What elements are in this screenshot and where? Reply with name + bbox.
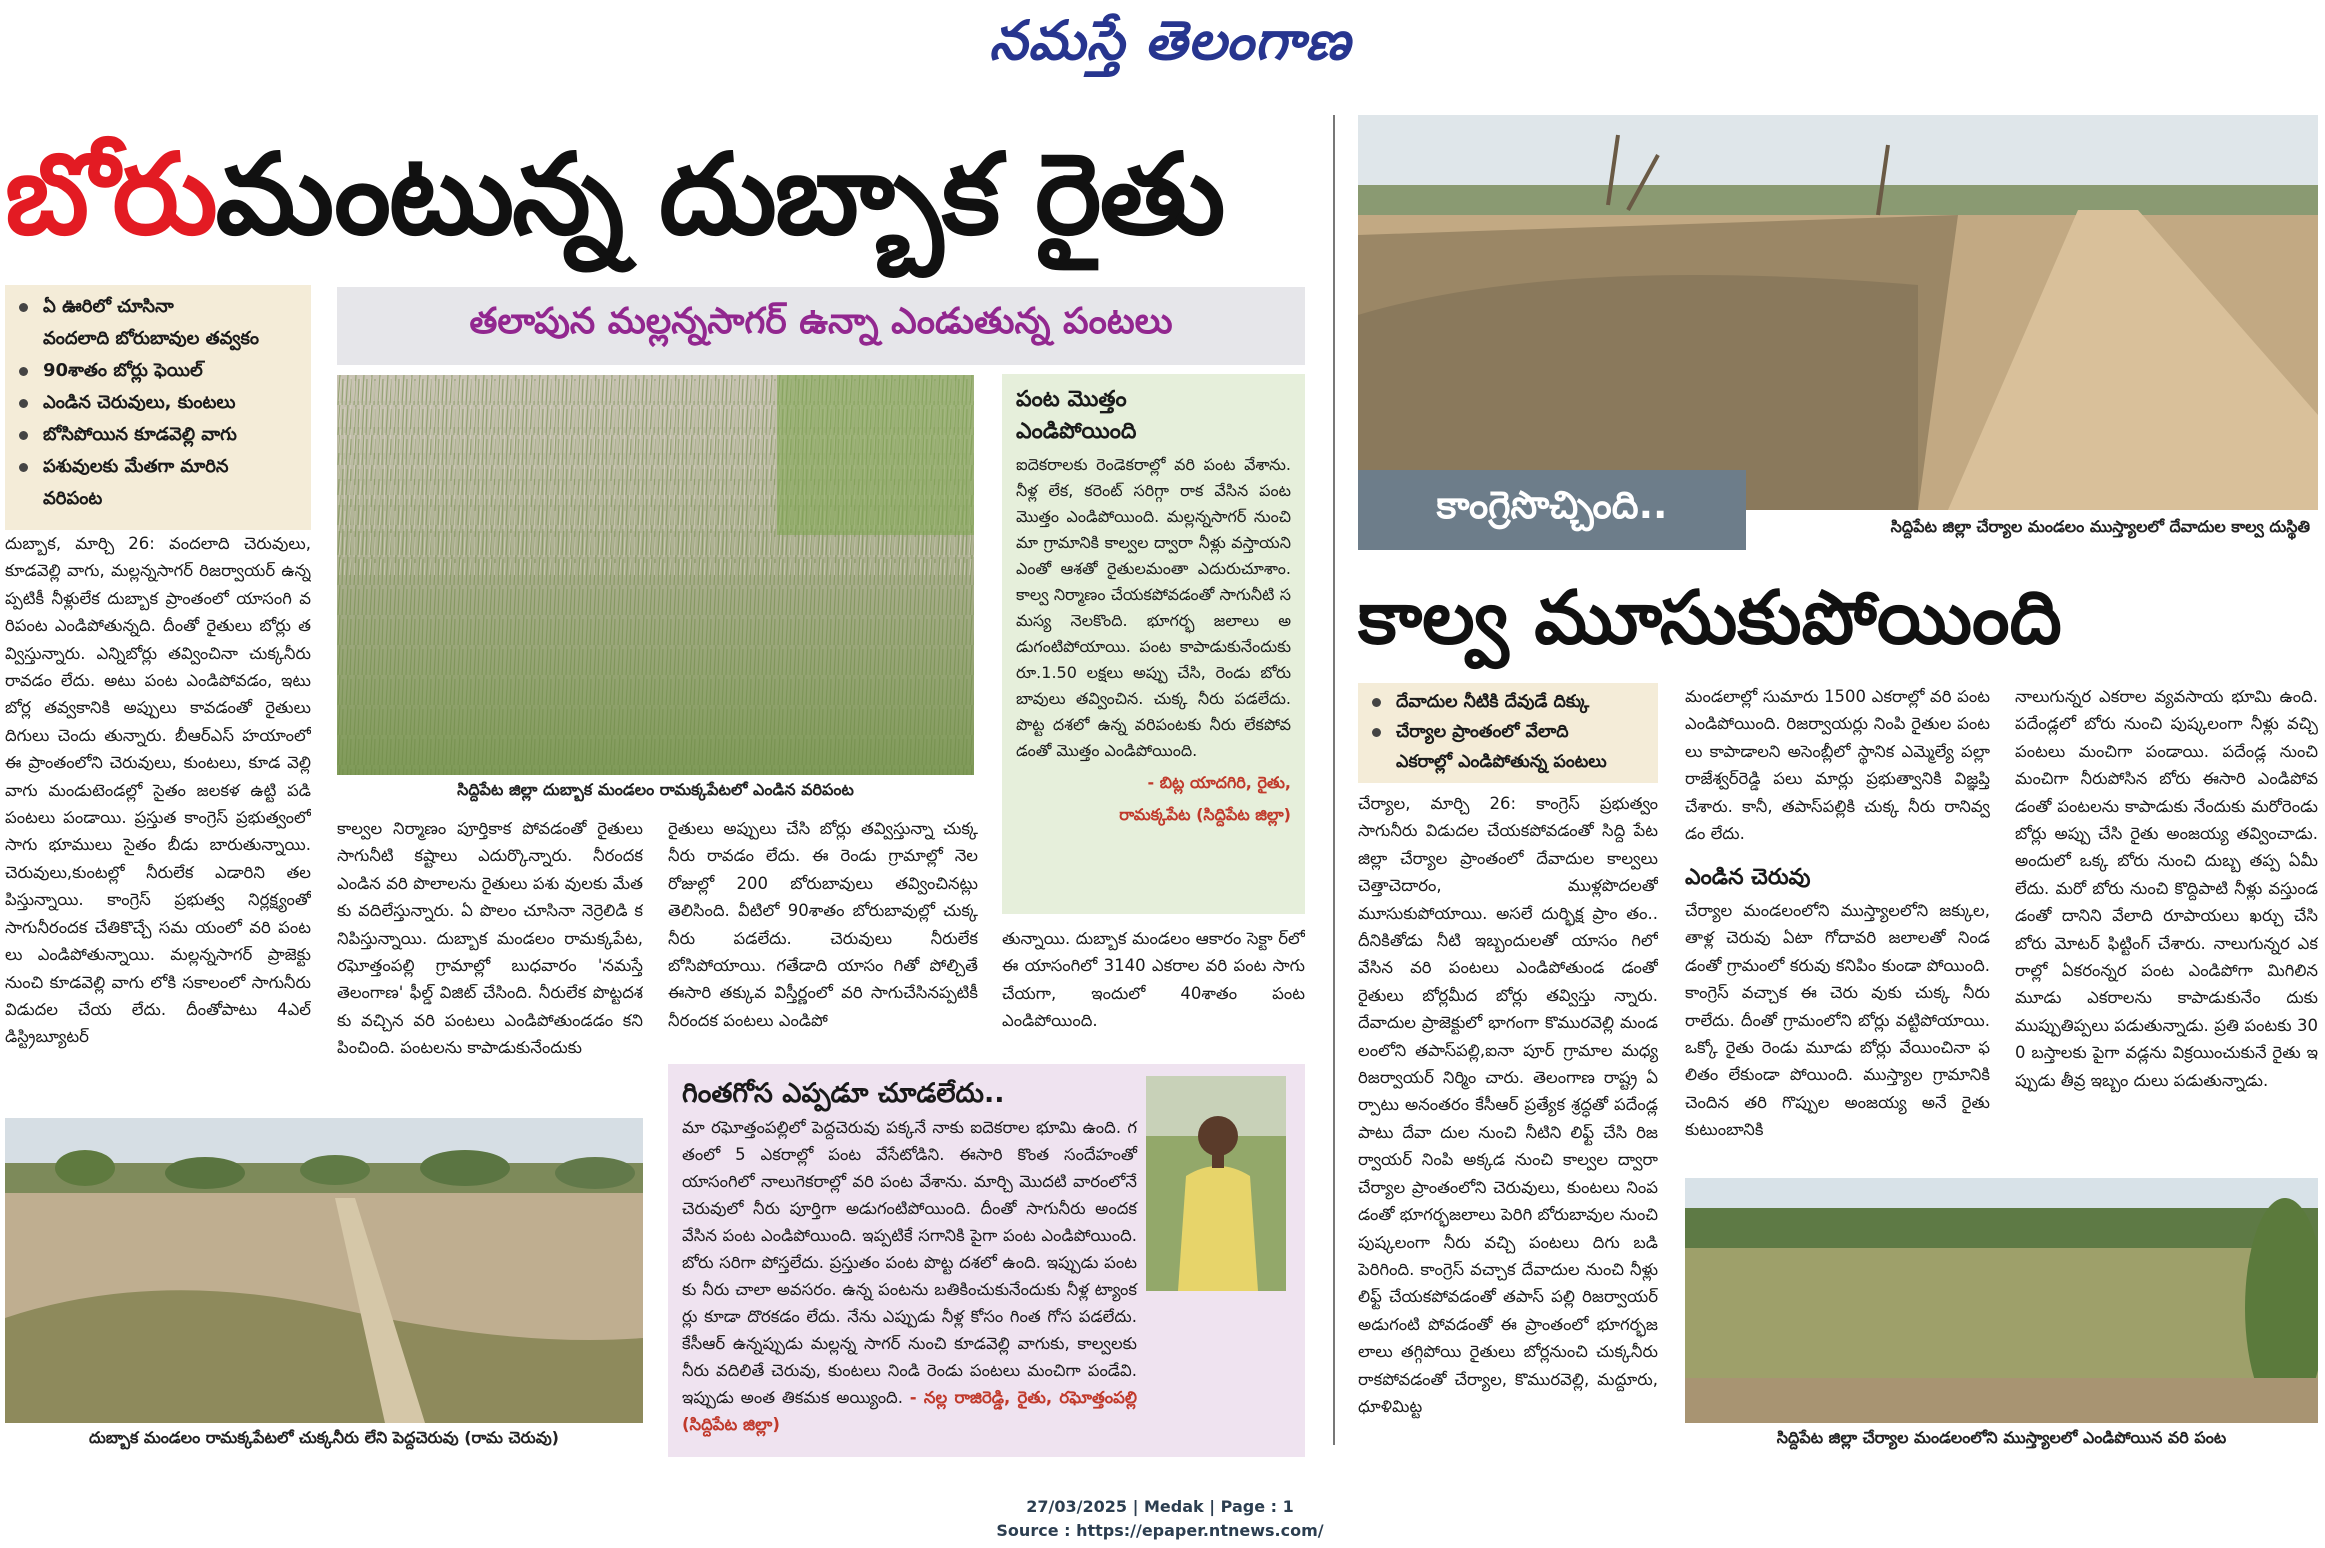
bullet-item: దేవాదుల నీటికి దేవుడే దిక్కు bbox=[1372, 687, 1658, 717]
pink-box-signature: - నల్ల రాజిరెడ్డి, రైతు, రఘోత్తంపల్లి (సిద్దిపేట జిల్లా) bbox=[682, 1388, 1137, 1434]
green-box-title-1: పంట మొత్తం bbox=[1016, 387, 1127, 412]
field-photo-caption: సిద్దిపేట జిల్లా దుబ్బాక మండలం రామక్కపేటలో ఎండిన వరిపంట bbox=[457, 780, 854, 799]
page-footer bbox=[900, 1495, 1420, 1543]
bullet-item: పశువులకు మేతగా మారిన bbox=[19, 451, 311, 483]
bullet-dot-icon bbox=[19, 399, 28, 408]
right-bullet-box bbox=[1358, 683, 1658, 783]
canal-photo-caption: సిద్దిపేట జిల్లా చేర్యాల మండలం ముస్త్యాలలో దేవాదుల కాల్వ దుస్థితి bbox=[1890, 517, 2310, 536]
farmer-quote-box-pink bbox=[668, 1064, 1305, 1457]
bullet-item: ఏ ఊరిలో చూసినా bbox=[19, 291, 311, 323]
article-column-3: రైతులు అప్పులు చేసి బోర్లు తవ్విస్తున్నా చుక్కనీరు రావడం లేదు. ఈ రెండు గ్రామాల్లో నెల రోజుల్లో 200 బోరుబావులు తవ్వించినట్లు తెలిసింది. వీటిలో 90శాతం బోరుబావుల్లో చుక్కనీరు పడలేదు. చెరువులు నీరులేక బోసిపోయాయి. గతేడాది యాసం గితో పోల్చితే ఈసారి తక్కువ విస్తీర్ణంలో వరి సాగుచేసినప్పటికీ నీరందక పంటలు ఎండిపో bbox=[668, 819, 978, 1030]
right-article-column-3: నాలుగున్నర ఎకరాల వ్యవసాయ భూమి ఉంది. పదేండ్లలో బోరు నుంచి పుష్కలంగా నీళ్లు వచ్చి పంటలు మంచిగా పండాయి. పదేండ్ల నుంచి మంచిగా నీరుపోసిన బోరు ఈసారి ఎండిపోవడంతో పంటలను కాపాడుకు నేందుకు మరోరెండు బోర్లు అప్పు చేసి రైతు అంజయ్య తవ్వించాడు. అందులో ఒక్క బోరు నుంచి దుబ్బ తప్ప ఏమీ లేదు. మరో బోరు నుంచి కొద్దిపాటి నీళ్లు వస్తుండడంతో దానిని వేలాది రూపాయలు ఖర్చు చేసి బోరు మోటర్ ఫిట్టింగ్ చేశారు. నాలుగున్నర ఎకరాల్లో ఏకరంన్నర పంట ఎండిపోగా మిగిలిన మూడు ఎకరాలను కాపాడుకునేం దుకు ముప్పుతిప్పలు పడుతున్నాడు. ప్రతి పంటకు 300 బస్తాలకు పైగా వడ్లను విక్రయించుకునే రైతు ఇప్పుడు తీవ్ర ఇబ్బం దులు పడుతున్నాడు. bbox=[2015, 687, 2318, 1090]
green-box-body: ఐదెకరాలకు రెండెకరాల్లో వరి పంట వేశాను. నీళ్ల లేక, కరెంట్ సరిగ్గా రాక వేసిన పంట మొత్తం ఎండిపోయింది. మల్లన్నసాగర్ నుంచి మా గ్రామానికి కాల్వల ద్వారా నీళ్లు వస్తాయని ఎంతో ఆశతో రైతులమంతా ఎదురుచూశాం. కాల్వ నిర్మాణం చేయకపోవడంతో సాగునీటి సమస్య నెలకొంది. భూగర్భ జలాలు అడుగంటిపోయాయి. పంట కాపాడుకునేందుకు రూ.1.50 లక్షలు అప్పు చేసి, రెండు బోరు బావులు తవ్వించిన. చుక్క నీరు పడలేదు. పొట్ట దశలో ఉన్న వరిపంటకు నీరు లేకపోవ డంతో మొత్తం ఎండిపోయింది. bbox=[1016, 455, 1291, 760]
bullet-item-continued: వరిపంట bbox=[43, 488, 103, 509]
footer-date-edition: 27/03/2025 | Medak | Page : 1 bbox=[1026, 1497, 1294, 1516]
footer-source: Source : https://epaper.ntnews.com/ bbox=[996, 1521, 1324, 1540]
story-label-strip: కాంగ్రెసొచ్చింది.. bbox=[1358, 470, 1746, 550]
pink-box-body: మా రఘోత్తంపల్లిలో పెద్దచెరువు పక్కనే నాకు ఐదెకరాల భూమి ఉంది. గతంలో 5 ఎకరాల్లో పంట వేసేటోడిని. ఈసారి కొంత సందేహంతో యాసంగిలో నాలుగెకరాల్లో వరి పంట వేశాను. మార్చి మొదటి వారంలోనే చెరువులో నీరు పూర్తిగా అడుగంటిపోయింది. దీంతో సాగునీరు అందక వేసిన పంట ఎండిపోయింది. ఇప్పటికే సగానికి పైగా పంట ఎండిపోయింది. బోరు సరిగా పోస్తలేదు. ప్రస్తుతం పంట పొట్ట దశలో ఉంది. ఇప్పుడు పంటకు నీరు చాలా అవసరం. ఉన్న పంటను బతికించుకునేందుకు నీళ్ల ట్యాంకర్లు కూడా దొరకడం లేదు. నేను ఎప్పుడు నీళ్ల కోసం గింత గోస పడలేదు. కేసీఆర్ ఉన్నప్పుడు మల్లన్న సాగర్ నుంచి కూడవెల్లి వాగుకు, కాల్వలకు నీరు వదిలితే చెరువు, కుంటలు నిండి రెండు పంటలు మంచిగా పండేవి. ఇప్పుడు అంత తికమక అయ్యింది. - నల్ల రాజిరెడ్డి, రైతు, రఘోత్తంపల్లి (సిద్దిపేట జిల్లా) bbox=[682, 1118, 1137, 1434]
headline-red-part: బోరు bbox=[5, 130, 216, 260]
main-headline bbox=[5, 120, 1325, 270]
column-divider bbox=[1333, 115, 1335, 1445]
article-column-4: తున్నాయి. దుబ్బాక మండలం ఆకారం సెక్టా ర్‌లో ఈ యాసంగిలో 3140 ఎకరాల వరి పంట సాగు చేయగా, ఇందులో 40శాతం పంట ఎండిపోయింది. bbox=[1002, 929, 1305, 1031]
bullet-item: బోసిపోయిన కూడవెల్లి వాగు bbox=[19, 419, 311, 451]
green-box-title-2: ఎండిపోయింది bbox=[1016, 419, 1137, 444]
bullet-dot-icon bbox=[19, 463, 28, 472]
right-headline: కాల్వ మూసుకుపోయింది bbox=[1358, 575, 2062, 661]
masthead-logo: నమస్తే తెలంగాణ bbox=[989, 8, 1351, 72]
right-article-column-2a: మండలాల్లో సుమారు 1500 ఎకరాల్లో వరి పంట ఎండిపోయింది. రిజర్వాయర్లు నింపి రైతుల పంటలు కాపాడాలని అసెంబ్లీలో స్థానిక ఎమ్మెల్యే పల్లా రాజేశ్వర్‌రెడ్డి పలు మార్లు ప్రభుత్వానికి విజ్ఞప్తి చేశారు. కానీ, తపాస్‌పల్లికి చుక్క నీరు రానివ్వడం లేదు. bbox=[1685, 687, 1990, 844]
green-box-signature-2: రామక్కపేట (సిద్దిపేట జిల్లా) bbox=[1119, 805, 1291, 824]
bullet-dot-icon bbox=[19, 431, 28, 440]
article-column-2: కాల్వల నిర్మాణం పూర్తికాక పోవడంతో రైతులు సాగునీటి కష్టాలు ఎదుర్కొన్నారు. నీరందక ఎండిన వరి పొలాలను రైతులు పశు వులకు మేతకు వదిలేస్తున్నారు. ఏ పొలం చూసినా నెర్రెలిడి కనిపిస్తున్నాయి. దుబ్బాక మండలం రామక్కపేట, రఘోత్తంపల్లి గ్రామాల్లో బుధవారం 'నమస్తే తెలంగాణ' ఫీల్డ్ విజిట్ చేసింది. నీరులేక పొట్టదశకు వచ్చిన వరి పంటలు ఎండిపోతుండడం కని పించింది. పంటలను కాపాడుకునేందుకు bbox=[337, 819, 643, 1058]
bullet-item: చేర్యాల ప్రాంతంలో వేలాది bbox=[1372, 717, 1658, 747]
bullet-dot-icon bbox=[19, 303, 28, 312]
section-heading: ఎండిన చెరువు bbox=[1685, 865, 1811, 890]
dry-crop-photo bbox=[1685, 1178, 2318, 1423]
pond-photo bbox=[5, 1118, 643, 1423]
right-article-column-1: చేర్యాల, మార్చి 26: కాంగ్రెస్ ప్రభుత్వం సాగునీరు విడుదల చేయకపోవడంతో సిద్ది పేట జిల్లా చేర్యాల ప్రాంతంలో దేవాదుల కాల్వలు చెత్తాచెదారం, ముళ్లపొదలతో మూసుకుపోయాయి. అసలే దుర్భిక్ష ప్రాం తం.. దీనికితోడు నీటి ఇబ్బందులతో యాసం గిలో వేసిన వరి పంటలు ఎండిపోతుండ డంతో రైతులు బోర్లమీద బోర్లు తవ్విస్తు న్నారు. దేవాదుల ప్రాజెక్టులో భాగంగా కొమురవెల్లి మండలంలోని తపాస్‌పల్లి,ఐనా పూర్ గ్రామాల మధ్య రిజర్వాయర్ నిర్మిం చారు. తెలంగాణ రాష్ట్ర ఏర్పాటు అనంతరం కేసీఆర్ ప్రత్యేక శ్రద్ధతో పదేండ్ల పాటు దేవా దుల నుంచి నీటిని లిఫ్ట్ చేసి రిజర్వాయర్ నింపి అక్కడ నుంచి కాల్వల ద్వారా చేర్యాల ప్రాంతంలోని చెరువులు, కుంటలు నింప డంతో భూగర్భజలాలు పెరిగి బోరుబావుల నుంచి పుష్కలంగా నీరు వచ్చి పంటలు దిగు బడి పెరిగింది. కాంగ్రెస్ వచ్చాక దేవాదుల నుంచి నీళ్లు లిఫ్ట్ చేయకపోవడంతో తపాస్ పల్లి రిజర్వాయర్ అడుగంటి పోవడంతో ఈ ప్రాంతంలో భూగర్భజలాలు తగ్గిపోయి రైతులు బోర్లనుంచి చుక్కనీరు రాకపోవడంతో చేర్యాల, కొమురవెల్లి, మద్దూరు, ధూళిమిట్ట bbox=[1358, 794, 1658, 1416]
green-box-signature-1: - బిట్ల యాదగిరి, రైతు, bbox=[1147, 773, 1291, 792]
right-article-column-2b: చేర్యాల మండలంలోని ముస్త్యాలలోని జక్కుల, తాళ్ల చెరువు ఏటా గోదావరి జలాలతో నిండడంతో గ్రామంలో కరువు కనిపిం కుండా పోయింది. కాంగ్రెస్ వచ్చాక ఈ చెరు వుకు చుక్క నీరు రాలేదు. దీంతో గ్రామంలోని బోర్లు వట్టిపోయాయి. ఒక్కో రైతు రెండు మూడు బోర్లు వేయించినా ఫలితం లేకుండా పోయింది. ముస్త్యాల గ్రామానికి చెందిన తరి గొప్పుల అంజయ్య అనే రైతు కుటుంబానికి bbox=[1685, 901, 1990, 1140]
canal-photo bbox=[1358, 115, 2318, 510]
bullet-item: 90శాతం బోర్లు ఫెయిల్ bbox=[19, 355, 311, 387]
bullet-dot-icon bbox=[1372, 698, 1381, 707]
pond-photo-caption: దుబ్బాక మండలం రామక్కపేటలో చుక్కనీరు లేని పెద్దచెరువు (రామ చెరువు) bbox=[89, 1428, 559, 1447]
dry-crop-photo-caption: సిద్దిపేట జిల్లా చేర్యాల మండలంలోని ముస్త్యాలలో ఎండిపోయిన వరి పంట bbox=[1776, 1428, 2227, 1447]
bullet-dot-icon bbox=[19, 367, 28, 376]
article-column-1: దుబ్బాక, మార్చి 26: వందలాది చెరువులు, కూడవెల్లి వాగు, మల్లన్నసాగర్ రిజర్వాయర్ ఉన్నప్పటికీ నీళ్లులేక దుబ్బాక ప్రాంతంలో యాసంగి వరిపంట ఎండిపోతున్నది. దీంతో రైతులు బోర్లు తవ్విస్తున్నారు. ఎన్నిబోర్లు తవ్వించినా చుక్కనీరు రావడం లేదు. అటు పంట ఎండిపోవడం, ఇటు బోర్ల తవ్వకానికి అప్పులు కావడంతో రైతులు దిగులు చెందు తున్నారు. బీఆర్ఎస్ హయాంలో ఈ ప్రాంతంలోని చెరువులు, కుంటలు, కూడ వెల్లి వాగు మండుటెండల్లో సైతం జలకళ ఉట్టి పడి పంటలు పండాయి. ప్రస్తుత కాంగ్రెస్ ప్రభుత్వంలో సాగు భూములు సైతం బీడు బారుతున్నాయి. చెరువులు,కుంటల్లో నీరులేక ఎడారిని తలపిస్తున్నాయి. కాంగ్రెస్ ప్రభుత్వ నిర్లక్ష్యంతో సాగునీరందక చేతికొచ్చే సమ యంలో వరి పంటలు ఎండిపోతున్నాయి. మల్లన్నసాగర్ ప్రాజెక్టు నుంచి కూడవెల్లి వాగు లోకి సకాలంలో సాగునీరు విడుదల చేయ లేదు. దీంతోపాటు 4ఎల్ డిస్ట్రిబ్యూటర్ bbox=[5, 534, 311, 1047]
farmer-quote-box-green bbox=[1002, 374, 1305, 914]
bullet-dot-icon bbox=[1372, 728, 1381, 737]
field-photo bbox=[337, 375, 974, 775]
bullet-item-continued: ఎకరాల్లో ఎండిపోతున్న పంటలు bbox=[1396, 752, 1607, 772]
bullet-item: ఎండిన చెరువులు, కుంటలు bbox=[19, 387, 311, 419]
bullet-item-continued: వందలాది బోరుబావుల తవ్వకం bbox=[43, 328, 260, 349]
left-bullet-box bbox=[5, 285, 311, 530]
subheadline-strip: తలాపున మల్లన్నసాగర్ ఉన్నా ఎండుతున్న పంటలు bbox=[337, 287, 1305, 365]
headline-black-part: మంటున్న దుబ్బాక రైతు bbox=[215, 130, 1224, 260]
farmer-portrait-photo bbox=[1146, 1076, 1286, 1291]
pink-box-title: గింతగోస ఎప్పడూ చూడలేదు.. bbox=[682, 1078, 1005, 1109]
